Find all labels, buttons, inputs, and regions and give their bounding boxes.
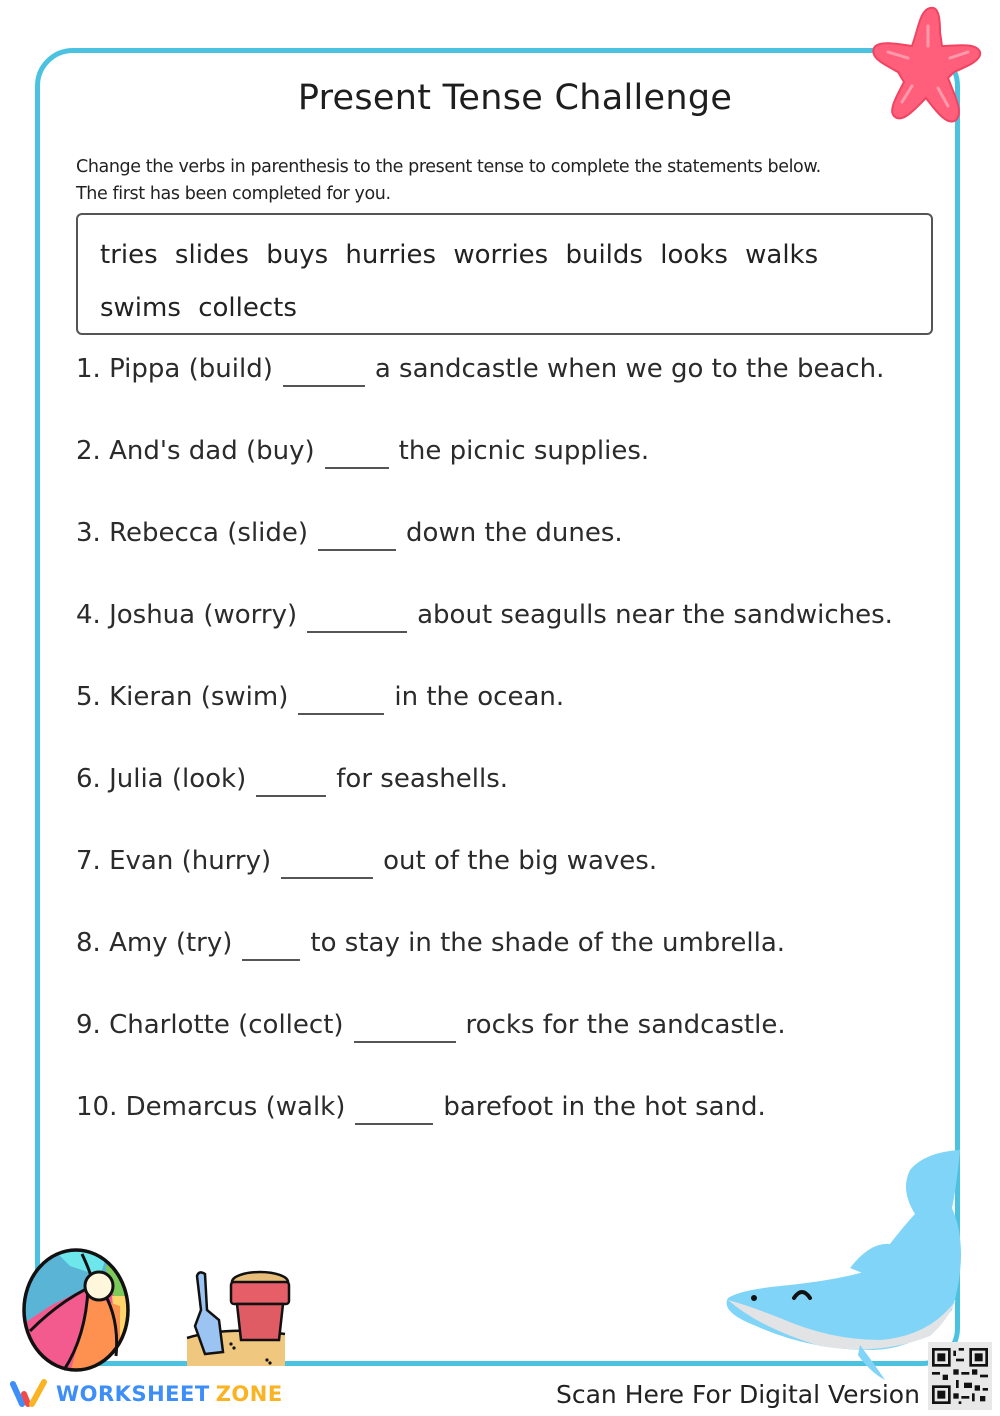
question-2 xyxy=(76,436,649,466)
question-number: 3. xyxy=(76,518,101,548)
instruction-line: The first has been completed for you. xyxy=(76,184,391,204)
answer-blank[interactable] xyxy=(318,548,396,551)
worksheet-zone-logo-icon xyxy=(10,1378,50,1410)
question-rest: in the ocean. xyxy=(394,682,565,712)
instruction-line: Change the verbs in parenthesis to the present tense to complete the statements below. xyxy=(76,157,821,177)
question-rest: the picnic supplies. xyxy=(398,436,650,466)
word-bank-item: tries xyxy=(100,240,158,270)
question-3 xyxy=(76,518,623,548)
question-rest: a sandcastle when we go to the beach. xyxy=(374,354,885,384)
word-bank-item: worries xyxy=(453,240,549,270)
question-rest: to stay in the shade of the umbrella. xyxy=(310,928,786,958)
question-9 xyxy=(76,1010,786,1040)
answer-blank[interactable] xyxy=(242,958,300,961)
question-number: 9. xyxy=(76,1010,101,1040)
question-number: 1. xyxy=(76,354,101,384)
question-prompt: Julia (look) xyxy=(109,764,247,794)
word-bank-item: hurries xyxy=(345,240,437,270)
question-6 xyxy=(76,764,508,794)
instructions xyxy=(76,154,946,208)
question-rest: barefoot in the hot sand. xyxy=(443,1092,766,1122)
answer-blank[interactable] xyxy=(355,1122,433,1125)
question-prompt: Evan (hurry) xyxy=(109,846,272,876)
answer-blank[interactable] xyxy=(307,630,407,633)
question-number: 10. xyxy=(76,1092,118,1122)
answer-blank[interactable] xyxy=(283,384,365,387)
question-prompt: Demarcus (walk) xyxy=(125,1092,346,1122)
brand-name-part2: ZONE xyxy=(215,1382,283,1406)
answer-blank[interactable] xyxy=(354,1040,456,1043)
word-bank-item: buys xyxy=(266,240,329,270)
sand-bucket-icon xyxy=(185,1268,295,1368)
question-10 xyxy=(76,1092,766,1122)
question-prompt: Pippa (build) xyxy=(109,354,273,384)
question-rest: out of the big waves. xyxy=(383,846,658,876)
question-prompt: Rebecca (slide) xyxy=(109,518,309,548)
question-7 xyxy=(76,846,657,876)
beach-ball-icon xyxy=(20,1246,132,1374)
question-number: 4. xyxy=(76,600,101,630)
question-prompt: Charlotte (collect) xyxy=(109,1010,344,1040)
word-bank xyxy=(76,213,933,335)
question-number: 7. xyxy=(76,846,101,876)
question-4 xyxy=(76,600,893,630)
question-rest: for seashells. xyxy=(336,764,509,794)
answer-blank[interactable] xyxy=(298,712,384,715)
scan-text: Scan Here For Digital Version xyxy=(556,1380,920,1409)
answer-blank[interactable] xyxy=(281,876,373,879)
question-rest: down the dunes. xyxy=(406,518,623,548)
word-bank-item: collects xyxy=(198,293,297,323)
word-bank-item: builds xyxy=(565,240,643,270)
question-prompt: And's dad (buy) xyxy=(109,436,315,466)
question-prompt: Amy (try) xyxy=(109,928,233,958)
question-rest: about seagulls near the sandwiches. xyxy=(417,600,893,630)
word-bank-item: looks xyxy=(660,240,728,270)
answer-blank[interactable] xyxy=(325,466,389,469)
question-1 xyxy=(76,354,884,384)
brand-name-part1: WORKSHEET xyxy=(56,1382,210,1406)
worksheet-zone-logo[interactable] xyxy=(10,1378,283,1410)
word-bank-item: swims xyxy=(100,293,181,323)
question-number: 5. xyxy=(76,682,101,712)
question-number: 6. xyxy=(76,764,101,794)
question-8 xyxy=(76,928,785,958)
word-bank-item: slides xyxy=(174,240,249,270)
question-prompt: Joshua (worry) xyxy=(109,600,298,630)
question-number: 2. xyxy=(76,436,101,466)
answer-blank[interactable] xyxy=(256,794,326,797)
question-prompt: Kieran (swim) xyxy=(109,682,289,712)
qr-code-icon[interactable] xyxy=(928,1342,992,1410)
page-title: Present Tense Challenge xyxy=(297,78,733,118)
question-number: 8. xyxy=(76,928,101,958)
question-5 xyxy=(76,682,564,712)
word-bank-item: walks xyxy=(745,240,819,270)
question-rest: rocks for the sandcastle. xyxy=(465,1010,786,1040)
